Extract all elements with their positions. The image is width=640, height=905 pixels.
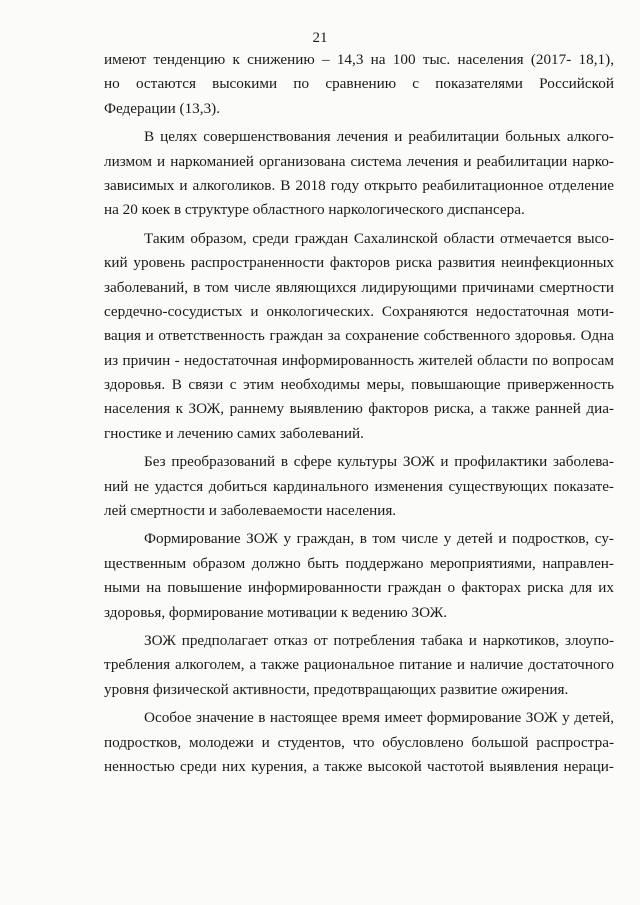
text-line: здоровья, формирование мотивации к ведению ЗОЖ.	[104, 603, 448, 621]
text-line: кий уровень распространенности факторов риска развития неинфекционных	[104, 254, 614, 272]
paragraph	[104, 450, 614, 523]
paragraph	[104, 629, 614, 702]
text-line: ний не удастся добиться кардинального изменения существующих показате-	[104, 477, 614, 495]
text-line: лей смертности и заболеваемости населения.	[104, 502, 397, 520]
text-line: Федерации (13,3).	[104, 99, 221, 117]
text-line: зависимых и алкоголиков. В 2018 году открыто реабилитационное отделение	[104, 176, 614, 194]
text-line: требления алкоголем, а также рациональное питание и наличие достаточного	[104, 656, 614, 674]
text-line: ными на повышение информированности граждан о факторах риска для их	[104, 579, 614, 597]
document-body	[104, 48, 614, 779]
text-line: подростков, молодежи и студентов, что обусловлено большой распростра-	[104, 733, 614, 751]
text-line: Без преобразований в сфере культуры ЗОЖ и профилактики заболева-	[144, 453, 614, 471]
text-line: щественным образом должно быть поддержано мероприятиями, направлен-	[104, 554, 614, 572]
text-line: Особое значение в настоящее время имеет формирование ЗОЖ у детей,	[144, 709, 614, 727]
text-line: сердечно-сосудистых и онкологических. Сохраняются недостаточная моти-	[104, 302, 614, 320]
paragraph	[104, 125, 614, 223]
text-line: Таким образом, среди граждан Сахалинской области отмечается высо-	[144, 229, 614, 247]
text-line: здоровья. В связи с этим необходимы меры, повышающие приверженность	[104, 376, 614, 394]
text-line: на 20 коек в структуре областного наркологического диспансера.	[104, 201, 525, 219]
paragraph	[104, 527, 614, 625]
page-number: 21	[312, 30, 328, 46]
text-line: гностике и лечению самих заболеваний.	[104, 424, 364, 442]
text-line: заболеваний, в том числе являющихся лидирующими причинами смертности	[104, 278, 614, 296]
text-line: уровня физической активности, предотвращающих развитие ожирения.	[104, 680, 569, 698]
text-line: лизмом и наркоманией организована система лечения и реабилитации нарко-	[104, 152, 614, 170]
text-line: ЗОЖ предполагает отказ от потребления табака и наркотиков, злоупо-	[144, 631, 614, 649]
paragraph	[104, 48, 614, 121]
text-line: населения к ЗОЖ, раннему выявлению факторов риска, а также ранней диа-	[104, 400, 614, 418]
text-line: В целях совершенствования лечения и реабилитации больных алкого-	[144, 128, 614, 146]
text-line: имеют тенденцию к снижению – 14,3 на 100 тыс. населения (2017- 18,1),	[104, 51, 614, 68]
text-line: ненностью среди них курения, а также высокой частотой выявления нераци-	[104, 757, 614, 775]
paragraph	[104, 227, 614, 447]
text-line: но остаются высокими по сравнению с показателями Российской	[104, 75, 614, 93]
text-line: из причин - недостаточная информированность жителей области по вопросам	[104, 351, 614, 369]
text-line: вация и ответственность граждан за сохранение собственного здоровья. Одна	[104, 327, 614, 345]
text-line: Формирование ЗОЖ у граждан, в том числе у детей и подростков, су-	[144, 530, 614, 548]
paragraph	[104, 706, 614, 779]
